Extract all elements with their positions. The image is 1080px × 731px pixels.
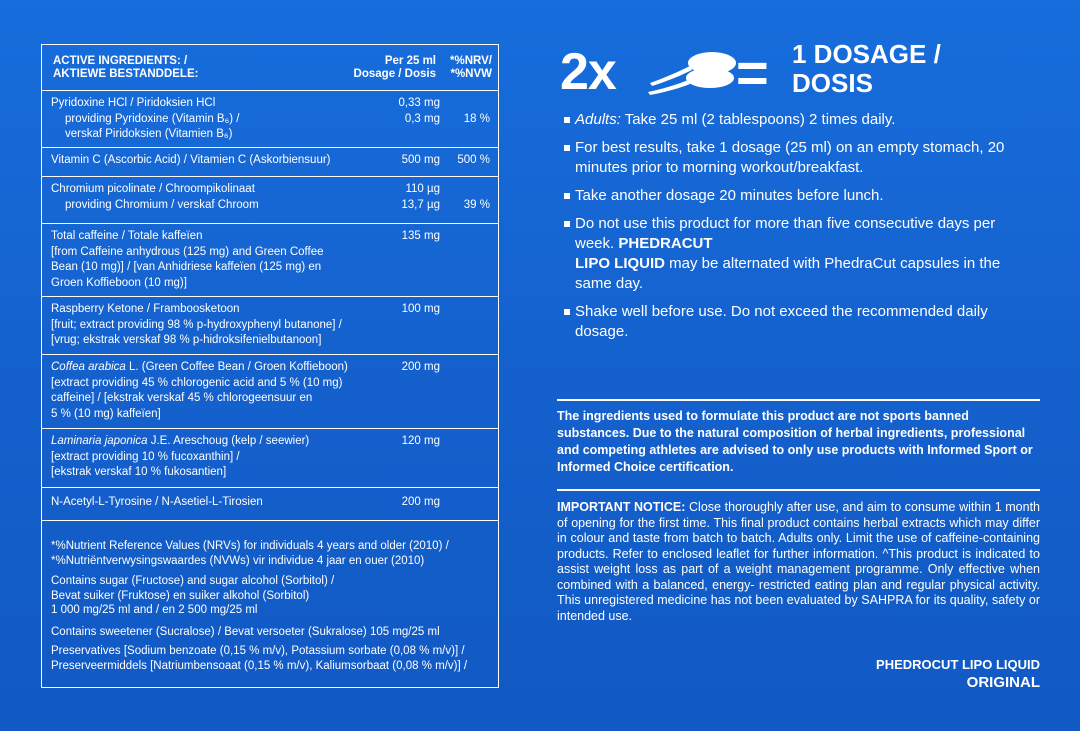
product-name: LIPO LIQUID bbox=[575, 255, 665, 272]
header-dosage-line1: Per 25 ml bbox=[384, 55, 436, 67]
ingredient-dose: 500 mg bbox=[401, 154, 440, 166]
ingredient-name bbox=[51, 360, 369, 422]
divider bbox=[557, 399, 1040, 401]
dosage-multiplier: 2x bbox=[560, 43, 616, 101]
spoon-icon bbox=[646, 50, 738, 96]
directions-list bbox=[563, 110, 1033, 350]
ingredients-table bbox=[41, 44, 499, 688]
ingredient-dose: 135 mg bbox=[401, 230, 440, 242]
ingredient-dose: 200 mg bbox=[401, 496, 440, 508]
ingredient-line bbox=[51, 434, 369, 450]
direction-item bbox=[563, 186, 1033, 206]
ingredient-line-rest: J.E. Areschoug (kelp / seewier) bbox=[147, 435, 310, 447]
ingredient-line: providing Chromium / verskaf Chroom bbox=[65, 198, 259, 211]
ingredient-name bbox=[51, 153, 369, 169]
ingredient-line: Raspberry Ketone / Framboosketoon bbox=[51, 303, 240, 315]
ingredient-line: 5 % (10 mg) kaffeïen] bbox=[51, 407, 161, 420]
header-ingredients bbox=[53, 55, 198, 81]
footnote-line: Contains sweetener (Sucralose) / Bevat versoeter (Sukralose) 105 mg/25 ml bbox=[51, 626, 440, 638]
table-row bbox=[42, 429, 498, 488]
table-row bbox=[42, 488, 498, 521]
ingredient-name bbox=[51, 96, 369, 143]
ingredient-dose: 120 mg bbox=[401, 435, 440, 447]
brand-name bbox=[876, 657, 1040, 691]
divider bbox=[557, 489, 1040, 491]
ingredient-line: [from Caffeine anhydrous (125 mg) and Green Coffee bbox=[51, 245, 324, 258]
header-nrv-line2: *%NVW bbox=[450, 68, 492, 80]
table-row bbox=[42, 91, 498, 148]
footnote-line: Preserveermiddels [Natriumbensoaat (0,15 % m/v), Kaliumsorbaat (0,08 % m/v)] / bbox=[51, 659, 468, 672]
footnote-line: 1 000 mg/25 ml and / en 2 500 mg/25 ml bbox=[51, 604, 258, 616]
direction-item bbox=[563, 214, 1033, 294]
ingredient-line: [vrug; ekstrak verskaf 98 % p-hidroksifenielbutanoon] bbox=[51, 334, 322, 346]
product-name: PHEDRACUT bbox=[618, 235, 713, 252]
header-nrv-line1: *%NRV/ bbox=[450, 55, 492, 67]
direction-text: Take another dosage 20 minutes before lunch. bbox=[575, 187, 884, 204]
ingredient-line: N-Acetyl-L-Tyrosine / N-Asetiel-L-Tirosien bbox=[51, 496, 263, 508]
ingredient-line: [fruit; extract providing 98 % p-hydroxyphenyl butanone] / bbox=[51, 318, 342, 331]
header-dosage bbox=[354, 55, 436, 81]
ingredient-name bbox=[51, 434, 369, 481]
footnote-line: Bevat suiker (Fruktose) en suiker alkohol (Sorbitol) bbox=[51, 589, 310, 602]
direction-text: Take 25 ml (2 tablespoons) 2 times daily. bbox=[620, 111, 896, 128]
table-header bbox=[42, 45, 498, 91]
preservatives-footnote bbox=[51, 644, 491, 673]
ingredient-line: [extract providing 10 % fucoxanthin] / bbox=[51, 450, 240, 463]
dosage-label-line1: 1 DOSAGE / bbox=[792, 39, 941, 69]
sugar-footnote bbox=[51, 574, 491, 618]
ingredient-nrv: 39 % bbox=[463, 198, 490, 211]
notice-text: Close thoroughly after use, and aim to consume within 1 month of opening for the first time. This final product contains herbal extracts which may differ in colour and taste from batch to batch. Adults only. Limit the use of caffeine-containing products. Refer to enclosed leaflet for further information. ^This product is indicated to assist weight loss as part of a weight management programme. Only effective when combined with a balanced, energy- restricted eating plan and regular physical activity. This unregistered medicine has not been evaluated by SAHPRA for its quality, safety or intended use. bbox=[557, 500, 1041, 623]
ingredient-line: verskaf Piridoksien (Vitamien B₆) bbox=[65, 128, 233, 140]
ingredient-dose: 0,33 mg 0,3 mg bbox=[398, 97, 440, 125]
ingredient-line-rest: L. (Green Coffee Bean / Groen Koffieboon) bbox=[125, 361, 348, 373]
footnote-line: Contains sugar (Fructose) and sugar alcohol (Sorbitol) / bbox=[51, 575, 335, 587]
ingredient-name bbox=[51, 182, 369, 213]
direction-text: For best results, take 1 dosage (25 ml) on an empty stomach, 20 minutes prior to morning workout/breakfast. bbox=[575, 139, 1005, 176]
species-name: Laminaria japonica bbox=[51, 435, 148, 447]
ingredient-line: Total caffeine / Totale kaffeïen bbox=[51, 230, 203, 242]
ingredient-line: [extract providing 45 % chlorogenic acid and 5 % (10 mg) bbox=[51, 376, 343, 389]
dosage-header bbox=[560, 39, 980, 104]
ingredient-name bbox=[51, 495, 369, 511]
footnote-line: *%Nutriëntverwysingswaardes (NVWs) vir individue 4 jaar en ouer (2010) bbox=[51, 554, 425, 567]
header-dosage-line2: Dosage / Dosis bbox=[353, 68, 436, 80]
ingredient-name bbox=[51, 302, 369, 349]
direction-emphasis: Adults: bbox=[575, 111, 621, 128]
ingredient-line bbox=[51, 360, 369, 376]
direction-text: may be alternated with PhedraCut capsules in the same day. bbox=[575, 255, 1001, 292]
sports-ban-notice: The ingredients used to formulate this product are not sports banned substances. Due to the natural composition of herbal ingredients, professional and competing athletes are advised to only use products with Informed Sport or Informed Choice certification. bbox=[557, 409, 1033, 474]
direction-item bbox=[563, 110, 1033, 130]
equals-sign: = bbox=[736, 41, 769, 104]
direction-item bbox=[563, 302, 1033, 342]
ingredient-line: Chromium picolinate / Chroompikolinaat bbox=[51, 183, 255, 195]
ingredient-nrv: 500 % bbox=[457, 154, 490, 166]
ingredient-line: caffeine] / [ekstrak verskaf 45 % chlorogeensuur en bbox=[51, 392, 313, 404]
table-row bbox=[42, 224, 498, 297]
ingredient-dose: 200 mg bbox=[401, 361, 440, 373]
table-row bbox=[42, 177, 498, 224]
dosage-label bbox=[792, 40, 941, 98]
header-nrv bbox=[450, 55, 492, 81]
ingredient-name bbox=[51, 229, 369, 291]
brand-line1: PHEDROCUT LIPO LIQUID bbox=[876, 657, 1040, 672]
important-notice bbox=[557, 500, 1040, 624]
direction-item bbox=[563, 138, 1033, 178]
ingredient-line: Pyridoxine HCl / Piridoksien HCl bbox=[51, 97, 216, 109]
ingredient-dose: 110 µg 13,7 µg bbox=[401, 183, 440, 211]
header-ingredients-en: ACTIVE INGREDIENTS: / bbox=[53, 55, 188, 67]
ingredient-line: Groen Koffieboon (10 mg)] bbox=[51, 276, 187, 289]
notice-label: IMPORTANT NOTICE: bbox=[557, 500, 686, 514]
ingredient-dose: 100 mg bbox=[401, 303, 440, 315]
ingredient-line: [ekstrak verskaf 10 % fukosantien] bbox=[51, 466, 227, 478]
dosage-label-line2: DOSIS bbox=[792, 68, 873, 98]
direction-text: Do not use this product for more than five consecutive days per week. bbox=[575, 215, 996, 252]
brand-line2: ORIGINAL bbox=[966, 674, 1040, 691]
nrv-footnote bbox=[51, 539, 491, 568]
ingredient-line: providing Pyridoxine (Vitamin B₆) / bbox=[65, 112, 240, 125]
table-row bbox=[42, 148, 498, 177]
ingredient-line: Vitamin C (Ascorbic Acid) / Vitamien C (Askorbiensuur) bbox=[51, 154, 331, 166]
table-row bbox=[42, 297, 498, 355]
header-ingredients-af: AKTIEWE BESTANDDELE: bbox=[53, 68, 199, 80]
species-name: Coffea arabica bbox=[51, 361, 126, 373]
sweetener-footnote bbox=[51, 625, 491, 640]
footnote-line: *%Nutrient Reference Values (NRVs) for individuals 4 years and older (2010) / bbox=[51, 540, 449, 552]
ingredient-nrv: 18 % bbox=[463, 112, 490, 125]
ingredient-line: Bean (10 mg)] / [van Anhidriese kaffeïen (125 mg) en bbox=[51, 261, 322, 273]
footnote-line: Preservatives [Sodium benzoate (0,15 % m/v), Potassium sorbate (0,08 % m/v)] / bbox=[51, 645, 465, 657]
direction-text: Shake well before use. Do not exceed the recommended daily dosage. bbox=[575, 303, 988, 340]
table-row bbox=[42, 355, 498, 429]
